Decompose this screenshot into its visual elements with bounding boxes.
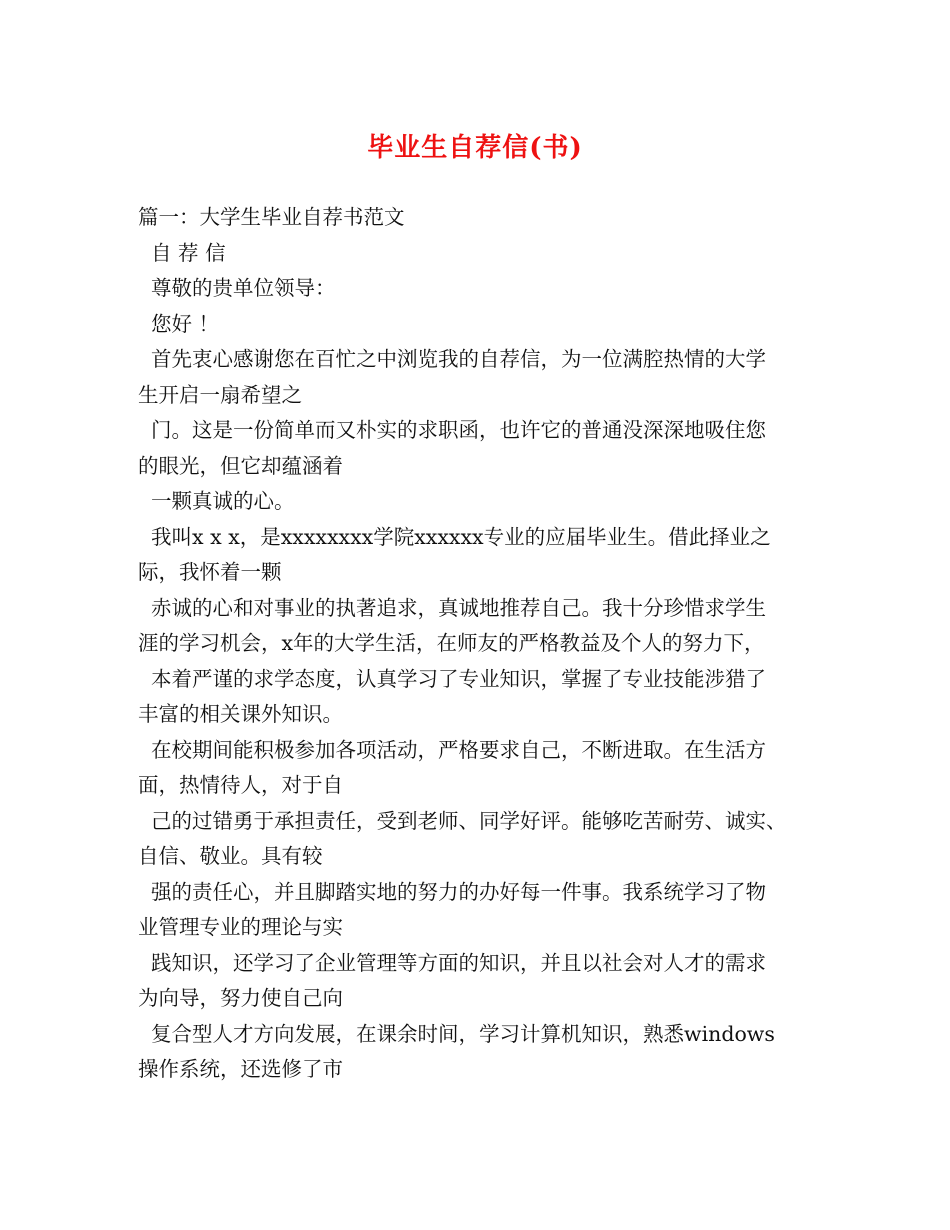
text-line: 首先衷心感谢您在百忙之中浏览我的自荐信，为一位满腔热情的大学 [138,347,767,371]
text-line: 生开启一扇希望之 [138,382,302,407]
text-line: 门。这是一份简单而又朴实的求职函，也许它的普通没深深地吸住您 [138,418,767,442]
document-body [138,200,828,1088]
text-line: 的眼光，但它却蕴涵着 [138,453,343,478]
text-line: 您好 ！ [138,311,220,336]
text-line: 自 荐 信 [138,240,226,265]
document-title: 毕业生自荐信(书) [367,133,583,163]
text-line: 本着严谨的求学态度，认真学习了专业知识，掌握了专业技能涉猎了 [138,666,767,691]
text-line: 涯的学习机会，x年的大学生活，在师友的严格教益及个人的努力下， [138,631,765,655]
text-line: 复合型人才方向发展，在课余时间，学习计算机知识，熟悉windows [138,1021,775,1046]
text-line: 际，我怀着一颗 [138,560,282,584]
text-line: 业管理专业的理论与实 [138,915,343,939]
text-line: 践知识，还学习了企业管理等方面的知识，并且以社会对人才的需求 [138,950,767,975]
text-line: 操作系统，还选修了市 [138,1057,343,1081]
text-line: 丰富的相关课外知识。 [138,702,343,726]
text-line: 尊敬的贵单位领导： [138,276,336,300]
text-line: 篇一：大学生毕业自荐书范文 [138,205,405,229]
text-line: 己的过错勇于承担责任，受到老师、同学好评。能够吃苦耐劳、诚实、 [138,808,787,833]
text-line: 赤诚的心和对事业的执著追求，真诚地推荐自己。我十分珍惜求学生 [138,595,767,620]
text-line: 为向导，努力使自己向 [138,986,343,1010]
text-line: 自信、敬业。具有较 [138,844,323,868]
text-line: 在校期间能积极参加各项活动，严格要求自己，不断进取。在生活方 [138,737,767,762]
text-line: 面，热情待人，对于自 [138,773,343,797]
text-line: 一颗真诚的心。 [138,489,295,513]
text-line: 我叫x x x，是xxxxxxxx学院xxxxxx专业的应届毕业生。借此择业之 [138,524,771,549]
text-line: 强的责任心，并且脚踏实地的努力的办好每一件事。我系统学习了物 [138,879,767,904]
